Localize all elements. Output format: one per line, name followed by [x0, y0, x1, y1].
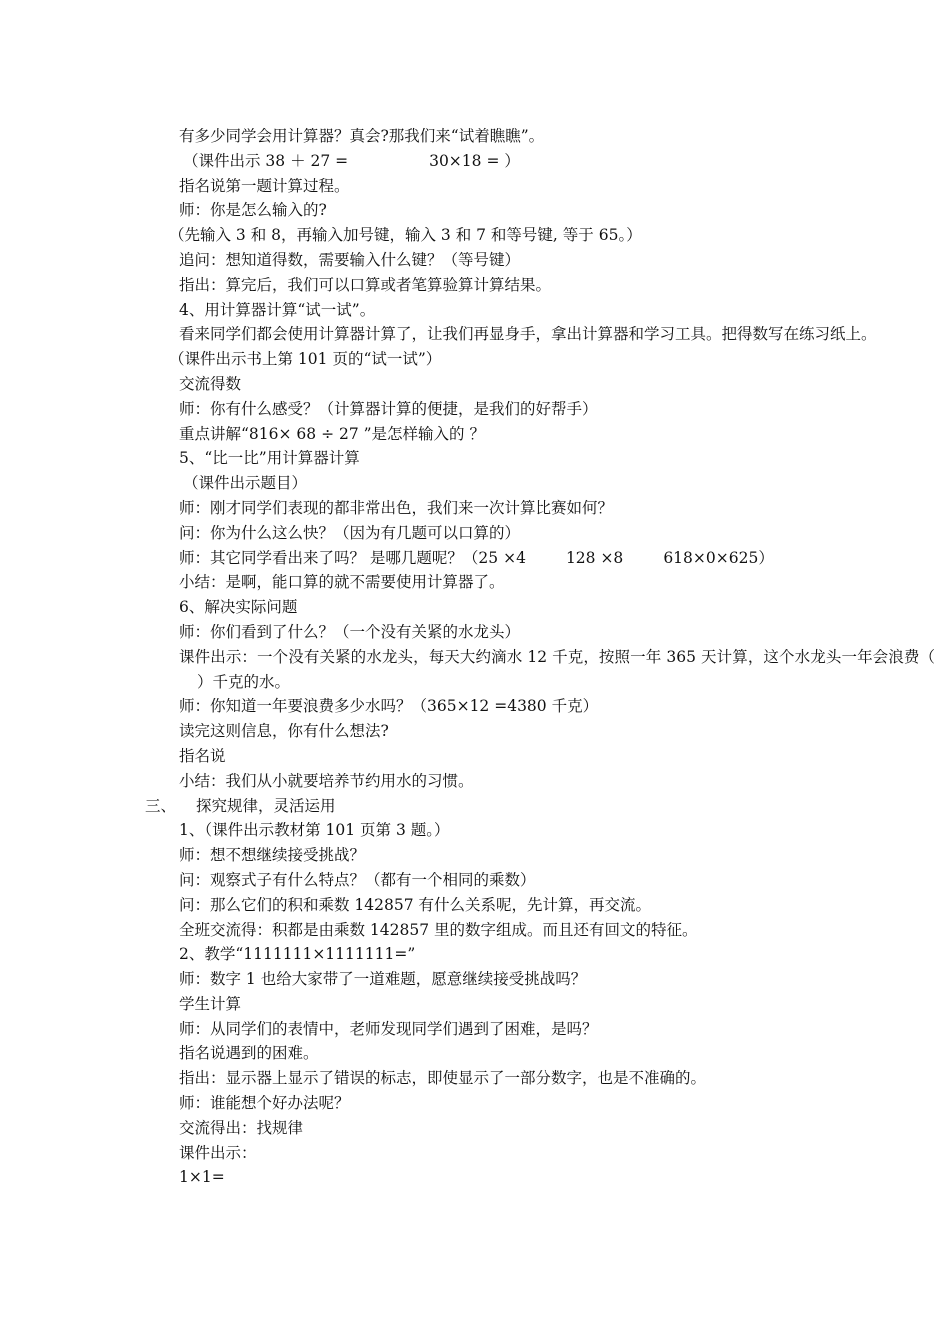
- text-line: 师：刚才同学们表现的都非常出色，我们来一次计算比赛如何？: [179, 498, 614, 517]
- part-title: 探究规律，灵活运用: [196, 796, 336, 815]
- text-line: 全班交流得：积都是由乘数 142857 里的数字组成。而且还有回文的特征。: [179, 920, 698, 939]
- text-line: 师：谁能想个好办法呢？: [179, 1094, 350, 1113]
- text-line: 交流得数: [179, 374, 242, 393]
- part-heading: [145, 794, 935, 819]
- text-line: 学生计算: [179, 994, 242, 1013]
- text-line: 指名说遇到的困难。: [179, 1044, 319, 1063]
- text-line: 课件出示：: [179, 1143, 257, 1162]
- text-line: 指名说第一题计算过程。: [179, 176, 350, 195]
- text-line: 读完这则信息，你有什么想法?: [179, 722, 389, 741]
- text-line: 问：观察式子有什么特点？（都有一个相同的乘数）: [179, 870, 536, 889]
- text-line: 师：从同学们的表情中，老师发现同学们遇到了困难，是吗？: [179, 1019, 598, 1038]
- text-line: 师：你们看到了什么？（一个没有关紧的水龙头）: [179, 622, 521, 641]
- expression-3: 618×0×625）: [663, 548, 774, 567]
- courseware-expression-1: （课件出示 38 ＋ 27 =: [183, 151, 354, 170]
- part-number: 三、: [145, 796, 177, 815]
- courseware-expression-2: 30×18 = ）: [429, 151, 520, 170]
- section-heading: 4、用计算器计算“试一试”。: [179, 300, 376, 319]
- text-line: 师：你知道一年要浪费多少水吗？（365×12 =4380 千克）: [179, 697, 599, 716]
- text-line: 问：那么它们的积和乘数 142857 有什么关系呢，先计算，再交流。: [179, 895, 652, 914]
- text-paragraph: 看来同学们都会使用计算器计算了，让我们再显身手，拿出计算器和学习工具。把得数写在练习纸上。: [179, 325, 877, 344]
- text-line: 问：你为什么这么快？（因为有几题可以口算的）: [179, 523, 521, 542]
- text-line: （先输入 3 和 8，再输入加号键，输入 3 和 7 和等号键, 等于 65。）: [169, 226, 642, 245]
- problem-text-end: ）千克的水。: [197, 672, 291, 691]
- text-line: （课件出示书上第 101 页的“试一试”）: [169, 350, 442, 369]
- text-line: （课件出示题目）: [183, 474, 308, 493]
- text-line: 指出：算完后，我们可以口算或者笔算验算计算结果。: [179, 275, 552, 294]
- lesson-body: [145, 124, 935, 1190]
- text-line: 1×1=: [179, 1168, 225, 1187]
- text-line: 2、教学“1111111×1111111=”: [179, 945, 416, 964]
- text-line: 追问：想知道得数，需要输入什么键？（等号键）: [179, 250, 521, 269]
- text-line: 师：你是怎么输入的?: [179, 201, 327, 220]
- text-line: [145, 149, 935, 174]
- text-line: 交流得出：找规律: [179, 1118, 304, 1137]
- text-line: 师：数字 1 也给大家带了一道难题，愿意继续接受挑战吗？: [179, 970, 587, 989]
- text-line: [145, 546, 935, 571]
- text-line: 师：你有什么感受？（计算器计算的便捷，是我们的好帮手）: [179, 399, 598, 418]
- text-paragraph: [145, 645, 935, 695]
- expression-2: 128 ×8: [565, 548, 624, 567]
- text-line: 重点讲解“816× 68 ÷ 27 ”是怎样输入的 ？: [179, 424, 485, 443]
- text-line: 指出：显示器上显示了错误的标志，即使显示了一部分数字，也是不准确的。: [179, 1069, 707, 1088]
- text-line: 小结：是啊，能口算的就不需要使用计算器了。: [179, 573, 505, 592]
- section-heading: 6、解决实际问题: [179, 598, 298, 617]
- text-line: 小结：我们从小就要培养节约用水的习惯。: [179, 771, 474, 790]
- text-line: 有多少同学会用计算器？真会?那我们来“试着瞧瞧”。: [179, 127, 545, 145]
- text-line: 指名说: [179, 746, 226, 765]
- text-line: 1、（课件出示教材第 101 页第 3 题。）: [179, 821, 450, 840]
- section-heading: 5、“比一比”用计算器计算: [179, 449, 360, 468]
- question-text: 师：其它同学看出来了吗？ 是哪几题呢？（25 ×4: [179, 548, 526, 567]
- problem-text: 课件出示：一个没有关紧的水龙头，每天大约滴水 12 千克，按照一年 365 天计算，这个水龙头一年会浪费（: [179, 647, 935, 666]
- text-line: 师：想不想继续接受挑战？: [179, 846, 366, 865]
